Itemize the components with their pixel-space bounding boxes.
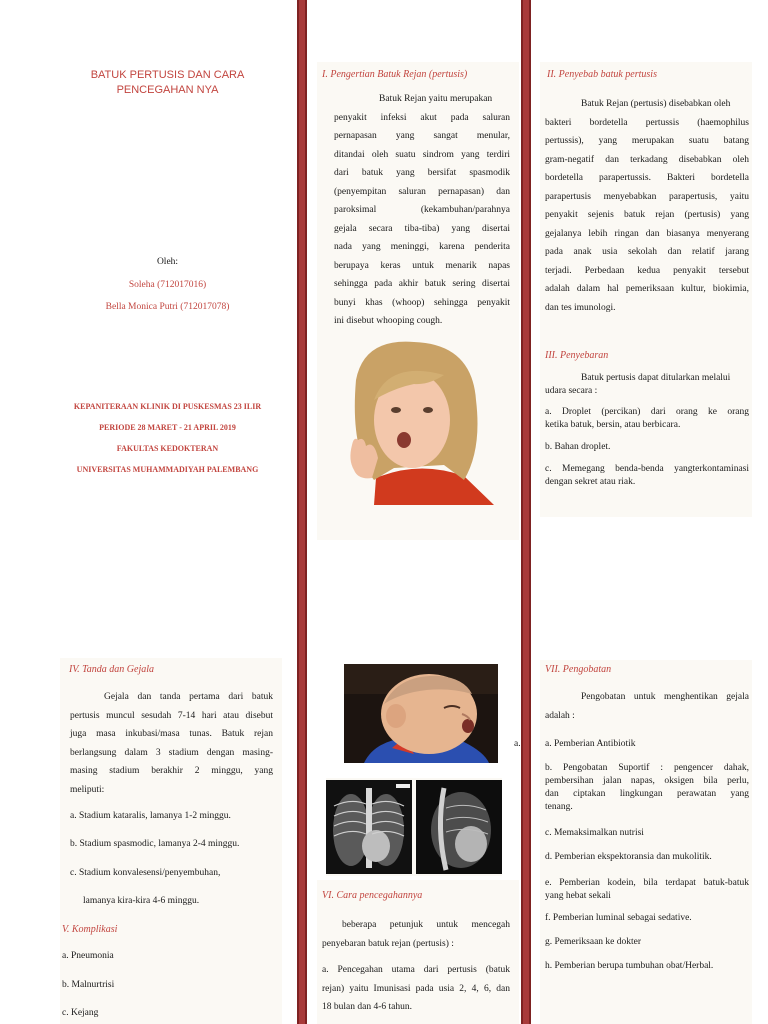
section-4-line: meliputi: [70,784,105,795]
section-1-line: paroksimal (kekambuhan/parahnya [334,205,510,215]
section-7-item-b-line: dan ciptakan lingkungan perawatan yang [545,789,749,799]
title-line-1: BATUK PERTUSIS DAN CARA [90,69,245,81]
section-1-body [334,90,510,331]
section-1-line: gejala secara tiba-tiba) yang disertai [334,223,510,234]
section-3-intro: udara secara : [545,386,598,396]
section-1-line: sehingga pada akhir batuk sering disertai [334,279,510,289]
section-5-item-c: c. Kejang [62,1008,99,1018]
institution-line-4: UNIVERSITAS MUHAMMADIYAH PALEMBANG [76,465,259,474]
section-2-line: gram-negatif dan terkadang disebabkan oleh [545,154,749,165]
section-4-item-c-cont: lamanya kira-kira 4-6 minggu. [83,896,200,906]
section-7-item-e-line: e. Pemberian kodein, bila terdapat batuk-batuk [545,878,749,888]
section-7-item-f: f. Pemberian luminal sebagai sedative. [545,913,692,923]
section-7-item-h: h. Pemberian berupa tumbuhan obat/Herbal. [545,961,714,971]
section-6-heading: VI. Cara pencegahannya [322,890,423,901]
section-7-heading: VII. Pengobatan [545,664,612,675]
section-4-line: Gejala dan tanda pertama dari batuk [104,692,273,702]
section-2-line: adalah dalam hal pemeriksaan kultur, biokimia, [545,284,749,294]
section-6-item-a: a. Pencegahan utama dari pertusis (batuk [322,965,510,975]
section-3-heading: III. Penyebaran [545,350,609,361]
section-7-intro: Pengobatan untuk menghentikan gejala [581,692,749,702]
brochure-title [60,68,275,98]
section-4-item-a: a. Stadium kataralis, lamanya 1-2 minggu. [70,811,231,821]
section-4-item-b: b. Stadium spasmodic, lamanya 2-4 minggu. [70,839,240,849]
section-2-line: parapertusis menyebabkan parapertusis, yaitu [545,191,749,202]
section-7-item-d: d. Pemberian ekspektoransia dan mukolitik. [545,852,712,862]
section-1-line: penyakit infeksi akut pada saluran [334,112,510,123]
section-4-line: juga masa inkubasi/masa tunas. Batuk rejan [70,729,273,739]
section-5-heading: V. Komplikasi [62,924,118,935]
by-label: Oleh: [156,257,179,267]
divider-edge [297,0,299,1024]
section-2-line: Batuk Rejan (pertusis) disebabkan oleh [581,99,731,109]
section-2-line: terjadi. Perbedaan kedua penyakit tersebut [545,265,749,276]
section-6-item-a-cont: rejan) yaitu Imunisasi pada usia 2, 4, 6, dan [322,983,510,994]
section-2-body [545,95,749,317]
title-line-2: PENCEGAHAN NYA [116,84,219,96]
stray-list-marker: a. [514,739,521,749]
section-7-item-g: g. Pemeriksaan ke dokter [545,937,642,947]
section-7-item-e [545,877,749,903]
section-5-item-b: b. Malnurtrisi [62,980,115,990]
section-1-line: ditandai oleh suatu sindrom yang terdiri [334,149,510,160]
section-3-item-a-cont: ketika batuk, bersin, atau berbicara. [545,420,681,430]
section-1-heading: I. Pengertian Batuk Rejan (pertusis) [322,69,468,80]
section-4-line: masing stadium berakhir 2 minggu, yang [70,766,273,776]
section-3-body [545,372,749,489]
section-7-item-b-line: b. Pengobatan Suportif : pengencer dahak, [545,763,749,773]
section-1-line: nada yang meninggi, karena penderita [334,242,510,252]
section-4-item-c: c. Stadium konvalesensi/penyembuhan, [70,868,221,878]
section-2-heading: II. Penyebab batuk pertusis [547,69,657,80]
section-2-line: bakteri bordetella pertussis (haemophilus [545,117,749,128]
section-7-item-e-line: yang hebat sekali [545,891,611,901]
section-1-line: Batuk Rejan yaitu merupakan [379,94,493,104]
section-6-intro: penyebaran batuk rejan (pertusis) : [322,938,454,949]
section-3-item-c: c. Memegang benda-benda yangterkontaminasi [545,464,749,474]
author-2: Bella Monica Putri (712017078) [105,302,230,312]
divider-edge [305,0,307,1024]
section-6-item-a-cont: 18 bulan dan 4-6 tahun. [322,1002,412,1012]
section-2-line: pertussis), yang merupakan suatu batang [545,136,749,146]
divider-edge [529,0,531,1024]
divider-edge [521,0,523,1024]
section-2-line: dan tes imunologi. [545,302,616,313]
section-1-line: bunyi khas (whoop) sehingga penyakit [334,297,510,308]
section-3-item-b: b. Bahan droplet. [545,442,611,452]
institution-block [45,396,290,480]
section-1-line: berupaya keras untuk menarik napas [334,260,510,271]
section-5-item-a: a. Pneumonia [62,951,114,961]
section-4-line: berlangsung dalam 3 stadium dengan masing- [70,747,273,758]
section-7-item-b [545,762,749,814]
section-3-item-a: a. Droplet (percikan) dari orang ke orang [545,407,749,417]
girl-coughing-photo [344,340,494,505]
section-7-intro-block [545,688,749,725]
section-2-line: bordetella parapertussis. Bakteri bordetella [545,173,749,183]
section-2-line: pada anak usia sekolah dan relatif jarang [545,247,749,257]
section-4-body [70,688,273,799]
section-4-heading: IV. Tanda dan Gejala [69,664,155,675]
section-7-item-b-line: tenang. [545,802,573,812]
section-1-line: (penyempitan saluran pernapasan) dan [334,186,510,197]
section-7-intro: adalah : [545,710,575,721]
section-3-item-c-cont: dengan sekret atau riak. [545,477,636,487]
section-1-line: ini disebut whooping cough. [334,316,443,326]
section-2-line: gejalanya lebih ringan dan biasanya menyerang [545,228,749,239]
institution-line-1: KEPANITERAAN KLINIK DI PUSKESMAS 23 ILIR [73,402,262,411]
chest-xray-photo [326,778,502,876]
section-1-line: pernapasan yang sangat menular, [334,131,510,141]
section-7-item-c: c. Memaksimalkan nutrisi [545,828,644,838]
section-4-line: pertusis muncul sesudah 7-14 hari atau disebut [70,710,273,721]
baby-coughing-photo [344,664,498,763]
section-6-body [322,916,510,1017]
section-6-intro: beberapa petunjuk untuk mencegah [342,920,510,930]
section-7-item-b-line: pembersihan jalan napas, oksigen bila perlu, [545,776,749,786]
author-1: Soleha (712017016) [128,280,207,290]
institution-line-3: FAKULTAS KEDOKTERAN [116,444,219,453]
section-1-line: dari batuk yang bersifat spasmodik [334,168,510,178]
section-3-intro: Batuk pertusis dapat ditularkan melalui [581,373,731,383]
section-2-line: penyakit sejenis batuk rejan (pertusis) yang [545,210,749,220]
section-7-item-a: a. Pemberian Antibiotik [545,739,636,749]
institution-line-2: PERIODE 28 MARET - 21 APRIL 2019 [99,423,236,432]
